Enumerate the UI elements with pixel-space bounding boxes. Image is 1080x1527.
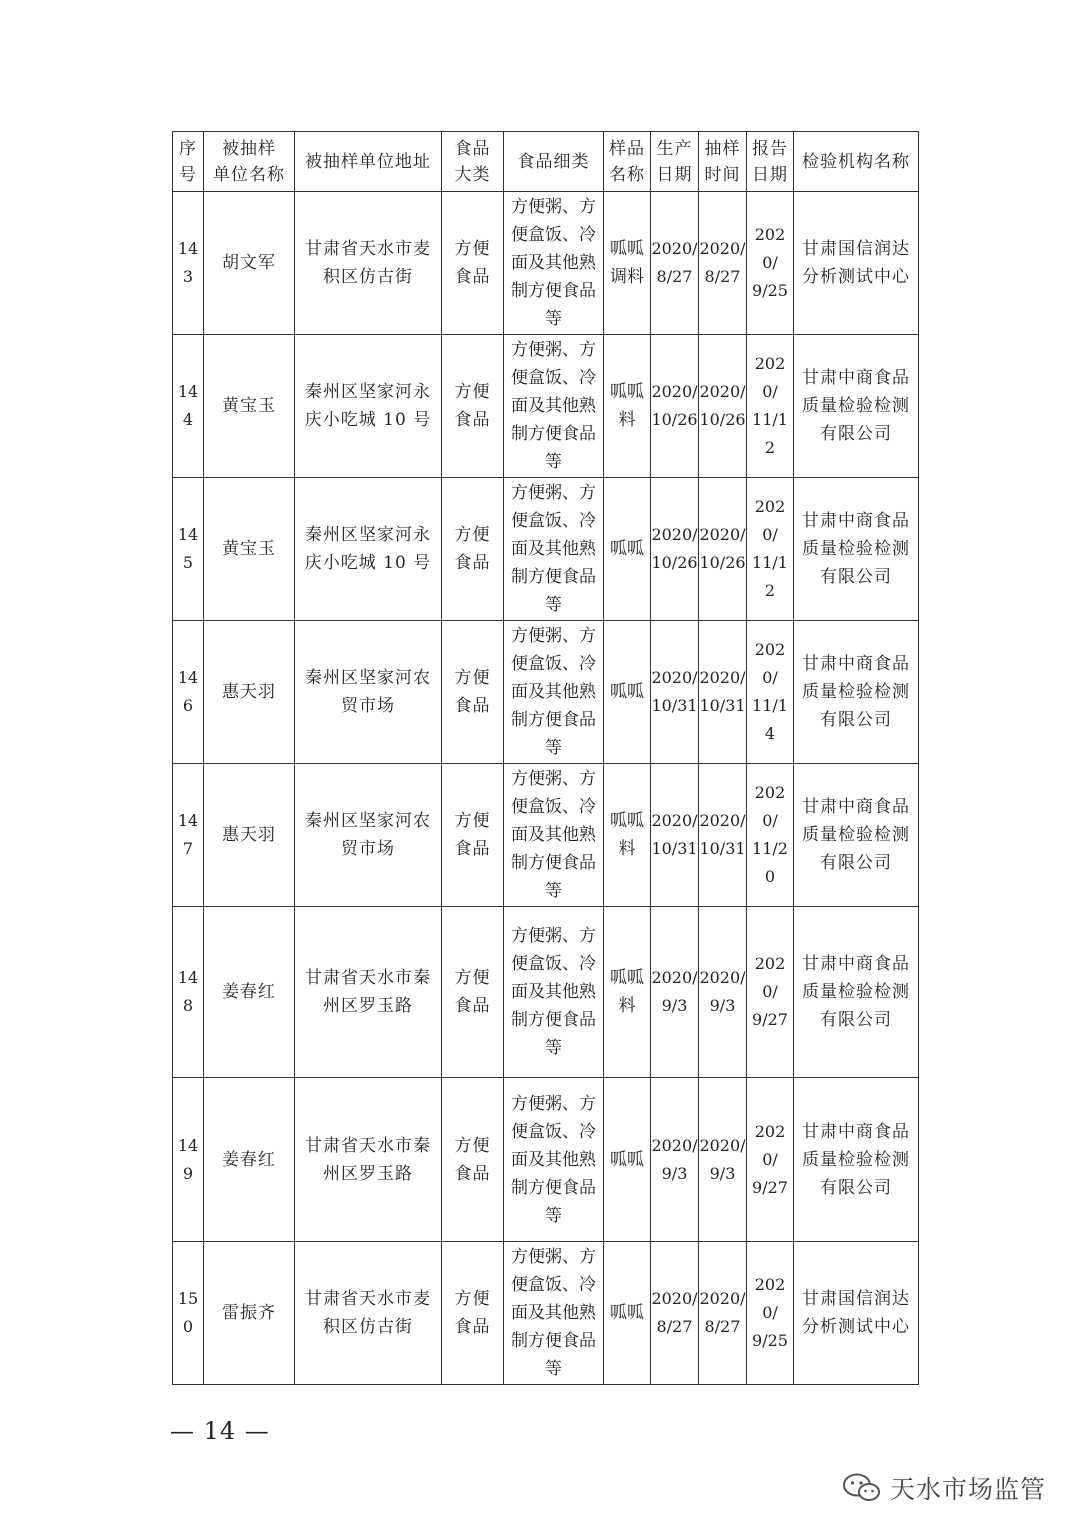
cell-category (442, 1078, 504, 1242)
cell-line: 等 (545, 595, 562, 615)
cell-line: 2020/ (754, 354, 786, 401)
cell-line: 2020/ (754, 1275, 786, 1322)
cell-line: 2020/ (699, 811, 746, 830)
cell-line: 日期 (752, 164, 788, 185)
cell-line: 9/25 (752, 281, 788, 300)
cell-seq: 144 (173, 335, 204, 478)
cell-line: 有限公司 (820, 424, 892, 444)
cell-address (295, 1078, 442, 1242)
cell-sampling-date (699, 1242, 747, 1385)
cell-unit-name: 黄宝玉 (204, 478, 295, 621)
cell-line: 等 (545, 309, 562, 329)
cell-subcategory (504, 1242, 604, 1385)
cell-line: 2020/ (651, 968, 698, 987)
cell-production-date (651, 1078, 699, 1242)
table-row (173, 478, 919, 621)
cell-sample (604, 478, 651, 621)
cell-sample (604, 335, 651, 478)
cell-line: 2020/ (754, 640, 786, 687)
cell-line: 9/27 (752, 1010, 788, 1029)
cell-sample (604, 1242, 651, 1385)
cell-line: 2020/ (651, 239, 698, 258)
cell-line: 甘肃中商食品 (802, 368, 910, 388)
cell-line: 时间 (704, 164, 741, 185)
cell-report-date (747, 335, 794, 478)
cell-line: 甘肃省天水市麦 (305, 1289, 431, 1309)
cell-line: 有限公司 (820, 710, 892, 730)
cell-category (442, 478, 504, 621)
cell-lab (794, 907, 919, 1078)
header-sample-name (604, 132, 651, 192)
cell-line: 方便粥、方 (511, 769, 596, 789)
cell-sampling-date (699, 907, 747, 1078)
cell-line: 11/14 (752, 696, 788, 743)
header-production-date (651, 132, 699, 192)
cell-line: 甘肃国信润达 (802, 239, 910, 259)
cell-line: 2020/ (651, 668, 698, 687)
cell-seq: 145 (173, 478, 204, 621)
cell-category (442, 764, 504, 907)
cell-line: 10/26 (699, 410, 746, 429)
cell-line: 秦州区坚家河农 (305, 668, 431, 688)
cell-line: 名称 (609, 164, 645, 185)
cell-line: 呱呱 (610, 811, 644, 831)
cell-line: 便盒饭、冷 (511, 368, 596, 388)
cell-line: 便盒饭、冷 (511, 954, 596, 974)
cell-line: 制方便食品 (511, 424, 596, 444)
cell-line: 呱呱 (610, 968, 644, 988)
cell-line: 面及其他熟 (511, 1149, 596, 1170)
cell-line: 方便 (454, 1135, 491, 1156)
cell-line: 制方便食品 (511, 710, 596, 730)
cell-line: 10/26 (699, 553, 746, 572)
cell-line: 质量检验检测 (802, 396, 910, 416)
cell-line: 被抽样单位地址 (305, 151, 431, 172)
cell-line: 2020/ (699, 968, 746, 987)
cell-line: 制方便食品 (511, 853, 596, 873)
cell-production-date (651, 335, 699, 478)
cell-line: 积区仿古街 (323, 1317, 413, 1337)
cell-sample (604, 764, 651, 907)
cell-report-date (747, 1078, 794, 1242)
cell-line: 2020/ (699, 668, 746, 687)
cell-line: 9/25 (752, 1331, 788, 1350)
cell-sampling-date (699, 478, 747, 621)
page-number: — 14 — (170, 1417, 270, 1445)
cell-line: 调料 (610, 267, 644, 287)
cell-address (295, 907, 442, 1078)
cell-subcategory (504, 192, 604, 335)
wechat-icon (842, 1472, 882, 1504)
cell-report-date (747, 621, 794, 764)
cell-category (442, 335, 504, 478)
cell-report-date (747, 764, 794, 907)
table-row (173, 1078, 919, 1242)
cell-line: 方便粥、方 (511, 197, 596, 217)
cell-line: 9/3 (661, 1163, 688, 1183)
cell-line: 2020/ (699, 525, 746, 544)
cell-line: 8/27 (656, 1317, 693, 1336)
cell-unit-name: 姜春红 (204, 1078, 295, 1242)
cell-line: 面及其他熟 (511, 396, 596, 416)
cell-unit-name: 胡文军 (204, 192, 295, 335)
cell-line: 9/27 (752, 1177, 788, 1197)
cell-report-date (747, 907, 794, 1078)
cell-line: 分析测试中心 (802, 267, 910, 287)
cell-line: 甘肃中商食品 (802, 654, 910, 674)
cell-seq: 149 (173, 1078, 204, 1242)
cell-line: 州区罗玉路 (323, 1163, 413, 1184)
cell-sampling-date (699, 764, 747, 907)
cell-production-date (651, 764, 699, 907)
cell-unit-name: 惠天羽 (204, 621, 295, 764)
cell-line: 单位名称 (213, 164, 285, 185)
cell-line: 面及其他熟 (511, 253, 596, 273)
cell-line: 等 (545, 452, 562, 472)
cell-line: 贸市场 (341, 839, 395, 859)
cell-sample (604, 1078, 651, 1242)
cell-line: 被抽样 (222, 138, 276, 159)
cell-line: 2020/ (699, 1289, 746, 1308)
cell-line: 呱呱 (610, 239, 644, 259)
header-sampling-date (699, 132, 747, 192)
cell-line: 10/31 (699, 696, 746, 715)
table-row (173, 335, 919, 478)
cell-seq: 146 (173, 621, 204, 764)
cell-line: 方便 (454, 239, 491, 259)
cell-line: 面及其他熟 (511, 982, 596, 1002)
cell-line: 甘肃国信润达 (802, 1289, 910, 1309)
cell-line: 方便粥、方 (511, 926, 596, 946)
table-row (173, 1242, 919, 1385)
cell-line: 号 (179, 164, 197, 185)
cell-line: 甘肃中商食品 (802, 1121, 910, 1142)
cell-line: 秦州区坚家河永 (305, 525, 431, 545)
cell-line: 生产 (656, 138, 693, 159)
cell-line: 食品 (454, 996, 491, 1016)
cell-line: 10/31 (651, 839, 698, 858)
header-unit-name (204, 132, 295, 192)
cell-subcategory (504, 478, 604, 621)
cell-line: 9/3 (709, 1163, 736, 1183)
cell-line: 2020/ (651, 525, 698, 544)
cell-line: 日期 (656, 164, 693, 185)
cell-line: 2020/ (651, 811, 698, 830)
cell-line: 方便粥、方 (511, 1247, 596, 1267)
cell-line: 11/20 (752, 839, 788, 886)
cell-line: 分析测试中心 (802, 1317, 910, 1337)
cell-line: 等 (545, 1038, 562, 1058)
cell-lab (794, 1078, 919, 1242)
cell-line: 制方便食品 (511, 1010, 596, 1030)
cell-line: 方便 (454, 525, 491, 545)
cell-line: 便盒饭、冷 (511, 1121, 596, 1142)
cell-line: 食品细类 (517, 151, 590, 172)
cell-address (295, 1242, 442, 1385)
cell-line: 食品 (454, 410, 491, 430)
cell-line: 11/12 (752, 553, 788, 600)
cell-address (295, 621, 442, 764)
cell-line: 面及其他熟 (511, 682, 596, 702)
cell-address (295, 335, 442, 478)
cell-line: 报告 (752, 138, 788, 159)
table-row (173, 621, 919, 764)
header-lab (794, 132, 919, 192)
cell-line: 2020/ (699, 239, 746, 258)
cell-line: 检验机构名称 (802, 151, 910, 172)
cell-line: 制方便食品 (511, 1177, 596, 1198)
cell-sampling-date (699, 335, 747, 478)
cell-report-date (747, 192, 794, 335)
cell-line: 制方便食品 (511, 567, 596, 587)
cell-line: 等 (545, 738, 562, 758)
cell-line: 积区仿古街 (323, 267, 413, 287)
cell-line: 质量检验检测 (802, 825, 910, 845)
cell-line: 抽样 (704, 138, 741, 159)
header-food-category (442, 132, 504, 192)
cell-line: 便盒饭、冷 (511, 511, 596, 531)
cell-category (442, 621, 504, 764)
cell-line: 2020/ (651, 1135, 698, 1155)
cell-lab (794, 478, 919, 621)
cell-line: 便盒饭、冷 (511, 225, 596, 245)
cell-line: 面及其他熟 (511, 539, 596, 559)
cell-line: 呱呱 (610, 1149, 644, 1170)
cell-seq: 143 (173, 192, 204, 335)
cell-sample (604, 192, 651, 335)
cell-line: 面及其他熟 (511, 1303, 596, 1323)
cell-lab (794, 1242, 919, 1385)
cell-unit-name: 惠天羽 (204, 764, 295, 907)
cell-category (442, 907, 504, 1078)
cell-line: 食品 (454, 553, 491, 573)
cell-line: 食品 (454, 839, 491, 859)
cell-subcategory (504, 1078, 604, 1242)
cell-line: 甘肃省天水市秦 (305, 968, 431, 988)
cell-line: 质量检验检测 (802, 1149, 910, 1170)
cell-line: 庆小吃城 10 号 (304, 410, 432, 430)
cell-line: 呱呱 (610, 539, 644, 559)
cell-line: 方便粥、方 (511, 340, 596, 360)
cell-line: 2020/ (651, 382, 698, 401)
cell-line: 8/27 (704, 1317, 741, 1336)
cell-line: 质量检验检测 (802, 539, 910, 559)
cell-line: 料 (618, 996, 636, 1016)
cell-lab (794, 621, 919, 764)
cell-line: 呱呱 (610, 382, 644, 402)
cell-subcategory (504, 621, 604, 764)
cell-line: 庆小吃城 10 号 (304, 553, 432, 573)
cell-line: 甘肃省天水市麦 (305, 239, 431, 259)
cell-line: 面及其他熟 (511, 825, 596, 845)
cell-line: 9/3 (709, 996, 736, 1015)
cell-production-date (651, 192, 699, 335)
cell-sampling-date (699, 621, 747, 764)
cell-line: 便盒饭、冷 (511, 797, 596, 817)
cell-line: 10/31 (699, 839, 746, 858)
table-row (173, 907, 919, 1078)
cell-lab (794, 764, 919, 907)
cell-sampling-date (699, 192, 747, 335)
cell-sampling-date (699, 1078, 747, 1242)
cell-lab (794, 335, 919, 478)
cell-line: 食品 (454, 1317, 491, 1337)
cell-unit-name: 雷振齐 (204, 1242, 295, 1385)
cell-line: 2020/ (754, 1121, 786, 1169)
cell-line: 贸市场 (341, 696, 395, 716)
cell-line: 样品 (609, 138, 645, 159)
cell-report-date (747, 478, 794, 621)
cell-seq: 148 (173, 907, 204, 1078)
table-row (173, 192, 919, 335)
cell-line: 2020/ (754, 954, 786, 1001)
cell-subcategory (504, 335, 604, 478)
cell-line: 方便粥、方 (511, 1093, 596, 1114)
cell-line: 料 (618, 839, 636, 859)
cell-line: 2020/ (754, 225, 786, 272)
cell-line: 甘肃中商食品 (802, 954, 910, 974)
cell-line: 制方便食品 (511, 1331, 596, 1351)
cell-address (295, 192, 442, 335)
cell-line: 2020/ (754, 497, 786, 544)
cell-category (442, 192, 504, 335)
header-report-date (747, 132, 794, 192)
cell-line: 州区罗玉路 (323, 996, 413, 1016)
cell-line: 10/26 (651, 553, 698, 572)
cell-subcategory (504, 907, 604, 1078)
watermark-text: 天水市场监管 (890, 1475, 1047, 1504)
cell-line: 有限公司 (820, 567, 892, 587)
cell-line: 制方便食品 (511, 281, 596, 301)
cell-line: 料 (618, 410, 636, 430)
cell-production-date (651, 621, 699, 764)
watermark (842, 1470, 1046, 1506)
cell-line: 有限公司 (820, 853, 892, 873)
cell-line: 呱呱 (610, 1303, 644, 1323)
cell-line: 有限公司 (820, 1010, 892, 1030)
cell-lab (794, 192, 919, 335)
cell-line: 序 (179, 138, 197, 159)
cell-line: 甘肃中商食品 (802, 511, 910, 531)
cell-line: 大类 (454, 164, 491, 185)
cell-production-date (651, 1242, 699, 1385)
cell-line: 食品 (454, 696, 491, 716)
cell-line: 便盒饭、冷 (511, 654, 596, 674)
cell-sample (604, 907, 651, 1078)
cell-subcategory (504, 764, 604, 907)
cell-production-date (651, 907, 699, 1078)
cell-seq: 147 (173, 764, 204, 907)
header-food-subcategory (504, 132, 604, 192)
header-seq (173, 132, 204, 192)
cell-line: 8/27 (656, 267, 693, 286)
cell-line: 10/26 (651, 410, 698, 429)
cell-line: 质量检验检测 (802, 982, 910, 1002)
cell-line: 方便 (454, 811, 491, 831)
header-row (173, 132, 919, 192)
cell-line: 方便 (454, 382, 491, 402)
table-row (173, 764, 919, 907)
header-unit-address (295, 132, 442, 192)
cell-seq: 150 (173, 1242, 204, 1385)
cell-line: 食品 (454, 1163, 491, 1184)
cell-line: 方便 (454, 668, 491, 688)
cell-line: 甘肃中商食品 (802, 797, 910, 817)
cell-line: 便盒饭、冷 (511, 1275, 596, 1295)
cell-line: 8/27 (704, 267, 741, 286)
cell-line: 11/12 (752, 410, 788, 457)
cell-address (295, 764, 442, 907)
cell-line: 食品 (454, 138, 491, 159)
cell-line: 2020/ (754, 783, 786, 830)
cell-report-date (747, 1242, 794, 1385)
cell-line: 等 (545, 1359, 562, 1379)
cell-address (295, 478, 442, 621)
cell-line: 方便 (454, 1289, 491, 1309)
cell-unit-name: 姜春红 (204, 907, 295, 1078)
cell-line: 10/31 (651, 696, 698, 715)
cell-line: 方便 (454, 968, 491, 988)
cell-production-date (651, 478, 699, 621)
cell-line: 食品 (454, 267, 491, 287)
cell-line: 有限公司 (820, 1177, 892, 1198)
cell-category (442, 1242, 504, 1385)
cell-line: 9/3 (661, 996, 688, 1015)
cell-line: 呱呱 (610, 682, 644, 702)
cell-line: 2020/ (699, 1135, 746, 1155)
cell-line: 秦州区坚家河永 (305, 382, 431, 402)
cell-line: 甘肃省天水市秦 (305, 1135, 431, 1156)
cell-line: 等 (545, 1205, 562, 1226)
cell-line: 秦州区坚家河农 (305, 811, 431, 831)
sampling-results-table (172, 131, 919, 1385)
cell-line: 方便粥、方 (511, 483, 596, 503)
cell-line: 质量检验检测 (802, 682, 910, 702)
cell-line: 等 (545, 881, 562, 901)
cell-line: 2020/ (699, 382, 746, 401)
cell-line: 方便粥、方 (511, 626, 596, 646)
cell-sample (604, 621, 651, 764)
cell-unit-name: 黄宝玉 (204, 335, 295, 478)
table-body (173, 192, 919, 1385)
cell-line: 2020/ (651, 1289, 698, 1308)
